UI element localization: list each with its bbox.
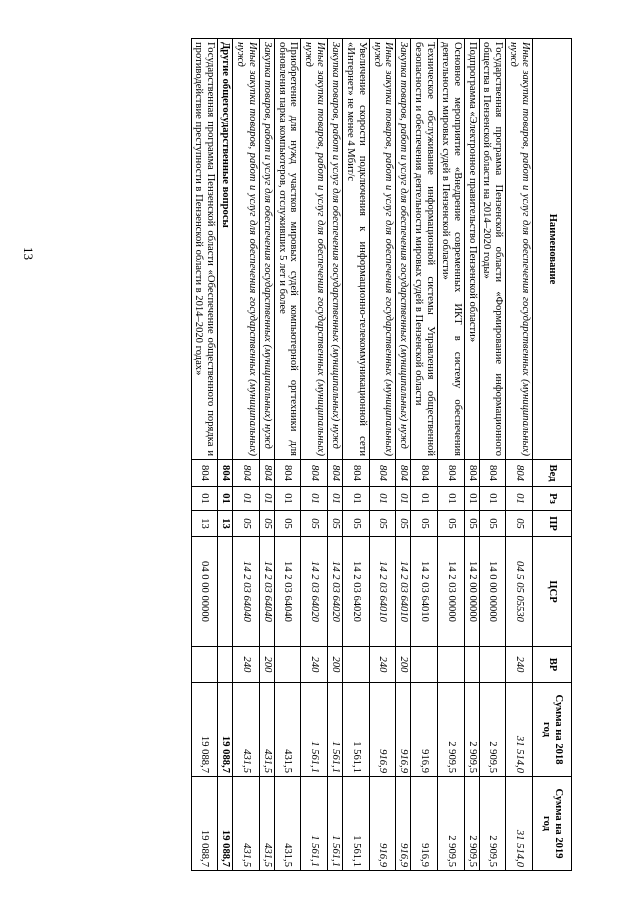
table-row — [479, 39, 506, 871]
cell-sum-2018: 1 561,1 — [342, 683, 369, 777]
cell-ved: 804 — [218, 460, 233, 487]
cell-pr: 05 — [437, 511, 464, 537]
cell-sum-2018: 2 909,5 — [464, 683, 479, 777]
cell-sum-2018: 916,9 — [369, 683, 396, 777]
cell-rz: 01 — [411, 487, 438, 511]
cell-sum-2019: 916,9 — [411, 777, 438, 871]
table-row — [328, 39, 343, 871]
cell-sum-2018: 431,5 — [274, 683, 301, 777]
col-header-ved: Вед — [533, 460, 572, 487]
cell-ved: 804 — [464, 460, 479, 487]
budget-table — [191, 38, 572, 871]
cell-ved: 804 — [342, 460, 369, 487]
table-row — [411, 39, 438, 871]
cell-name: Приобретение для нужд участков мировых судей компьютерной оргтехники для обновления парка компьютеров, отслуживших 5 лет и более — [274, 39, 301, 460]
cell-name: Подпрограмма «Электронное правительство Пензенской области» — [464, 39, 479, 460]
cell-ved: 804 — [437, 460, 464, 487]
cell-sum-2019: 19 088,7 — [191, 777, 218, 871]
cell-csr: 14 2 03 64040 — [233, 537, 260, 647]
cell-sum-2018: 2 909,5 — [479, 683, 506, 777]
cell-ved: 804 — [506, 460, 533, 487]
table-row — [342, 39, 369, 871]
header-row — [533, 39, 572, 871]
cell-csr: 14 2 03 64040 — [259, 537, 274, 647]
cell-pr: 05 — [479, 511, 506, 537]
cell-rz: 01 — [464, 487, 479, 511]
cell-sum-2019: 916,9 — [369, 777, 396, 871]
cell-pr: 05 — [274, 511, 301, 537]
cell-ved: 804 — [301, 460, 328, 487]
cell-csr: 14 2 03 00000 — [437, 537, 464, 647]
cell-name: Иные закупки товаров, работ и услуг для обеспечения государственных (муниципальных) нужд — [369, 39, 396, 460]
col-header-vr: ВР — [533, 647, 572, 683]
cell-csr: 14 2 03 64020 — [342, 537, 369, 647]
cell-sum-2019: 2 909,5 — [464, 777, 479, 871]
rotated-table-wrapper — [62, 38, 572, 870]
cell-sum-2018: 1 561,1 — [328, 683, 343, 777]
cell-sum-2019: 1 561,1 — [301, 777, 328, 871]
cell-rz: 01 — [506, 487, 533, 511]
cell-csr — [218, 537, 233, 647]
col-header-sum-2019: Сумма на 2019 год — [533, 777, 572, 871]
cell-csr: 14 0 00 00000 — [479, 537, 506, 647]
cell-pr: 05 — [259, 511, 274, 537]
cell-csr: 14 2 00 00000 — [464, 537, 479, 647]
table-row — [506, 39, 533, 871]
cell-ved: 804 — [191, 460, 218, 487]
table-row — [464, 39, 479, 871]
cell-sum-2019: 19 088,7 — [218, 777, 233, 871]
cell-csr: 14 2 03 64020 — [328, 537, 343, 647]
table-row — [396, 39, 411, 871]
cell-csr: 04 0 00 00000 — [191, 537, 218, 647]
cell-rz: 01 — [191, 487, 218, 511]
cell-pr: 05 — [328, 511, 343, 537]
table-row — [369, 39, 396, 871]
cell-vr: 240 — [369, 647, 396, 683]
col-header-name: Наименование — [533, 39, 572, 460]
cell-vr: 240 — [301, 647, 328, 683]
cell-csr: 14 2 03 64010 — [369, 537, 396, 647]
cell-vr — [437, 647, 464, 683]
cell-name: Закупка товаров, работ и услуг для обеспечения государственных (муниципальных) нужд — [328, 39, 343, 460]
cell-vr — [191, 647, 218, 683]
cell-ved: 804 — [328, 460, 343, 487]
cell-vr — [411, 647, 438, 683]
cell-name: Иные закупки товаров, работ и услуг для обеспечения государственных (муниципальных) нужд — [233, 39, 260, 460]
cell-vr — [274, 647, 301, 683]
cell-sum-2018: 19 088,7 — [191, 683, 218, 777]
cell-pr: 05 — [233, 511, 260, 537]
cell-name: Закупка товаров, работ и услуг для обеспечения государственных (муниципальных) нужд — [396, 39, 411, 460]
cell-rz: 01 — [479, 487, 506, 511]
cell-ved: 804 — [274, 460, 301, 487]
table-row — [233, 39, 260, 871]
cell-pr: 05 — [464, 511, 479, 537]
cell-pr: 05 — [396, 511, 411, 537]
cell-sum-2019: 2 909,5 — [479, 777, 506, 871]
cell-csr: 14 2 03 64020 — [301, 537, 328, 647]
cell-ved: 804 — [479, 460, 506, 487]
cell-rz: 01 — [369, 487, 396, 511]
cell-ved: 804 — [233, 460, 260, 487]
cell-name: Иные закупки товаров, работ и услуг для обеспечения государственных (муниципальных) нужд — [506, 39, 533, 460]
cell-rz: 01 — [328, 487, 343, 511]
cell-sum-2019: 1 561,1 — [342, 777, 369, 871]
cell-rz: 01 — [274, 487, 301, 511]
cell-sum-2019: 431,5 — [259, 777, 274, 871]
cell-vr — [464, 647, 479, 683]
col-header-csr: ЦСР — [533, 537, 572, 647]
cell-csr: 14 2 03 64040 — [274, 537, 301, 647]
cell-vr — [342, 647, 369, 683]
cell-pr: 05 — [301, 511, 328, 537]
cell-sum-2018: 916,9 — [396, 683, 411, 777]
cell-rz: 01 — [233, 487, 260, 511]
cell-vr: 200 — [328, 647, 343, 683]
cell-sum-2018: 2 909,5 — [437, 683, 464, 777]
cell-rz: 01 — [218, 487, 233, 511]
cell-vr: 200 — [396, 647, 411, 683]
cell-rz: 01 — [396, 487, 411, 511]
cell-sum-2019: 2 909,5 — [437, 777, 464, 871]
cell-name: Государственная программа Пензенской области «Формирование информационного общества в Пензенской области на 2014–2020 годы» — [479, 39, 506, 460]
cell-sum-2018: 31 514,0 — [506, 683, 533, 777]
cell-vr: 200 — [259, 647, 274, 683]
cell-ved: 804 — [259, 460, 274, 487]
cell-pr: 05 — [369, 511, 396, 537]
cell-sum-2018: 1 561,1 — [301, 683, 328, 777]
col-header-sum-2018: Сумма на 2018 год — [533, 683, 572, 777]
cell-name: Закупка товаров, работ и услуг для обеспечения государственных (муниципальных) нужд — [259, 39, 274, 460]
table-row — [437, 39, 464, 871]
cell-name: Основное мероприятие «Внедрение современных ИКТ в систему обеспечения деятельности мировых судей в Пензенской области» — [437, 39, 464, 460]
cell-name: Другие общегосударственные вопросы — [218, 39, 233, 460]
cell-pr: 05 — [506, 511, 533, 537]
cell-name: Государственная программа Пензенской области «Обеспечение общественного порядка и противодействие преступности в Пензенской области в 2014–2020 годах» — [191, 39, 218, 460]
cell-pr: 13 — [191, 511, 218, 537]
cell-csr: 14 2 03 64010 — [396, 537, 411, 647]
page-number: 13 — [21, 247, 36, 260]
cell-sum-2019: 31 514,0 — [506, 777, 533, 871]
cell-name: Техническое обслуживание информационной системы Управления общественной безопасности и обеспечения деятельности мировых судей в Пензенской области — [411, 39, 438, 460]
cell-ved: 804 — [369, 460, 396, 487]
cell-pr: 13 — [218, 511, 233, 537]
table-row — [218, 39, 233, 871]
cell-rz: 01 — [437, 487, 464, 511]
cell-vr — [479, 647, 506, 683]
table-row — [191, 39, 218, 871]
cell-sum-2018: 431,5 — [259, 683, 274, 777]
cell-ved: 804 — [396, 460, 411, 487]
table-row — [274, 39, 301, 871]
cell-csr: 14 2 03 64010 — [411, 537, 438, 647]
cell-pr: 05 — [411, 511, 438, 537]
cell-ved: 804 — [411, 460, 438, 487]
cell-sum-2019: 916,9 — [396, 777, 411, 871]
cell-sum-2019: 431,5 — [233, 777, 260, 871]
table-body — [191, 39, 532, 871]
cell-vr: 240 — [506, 647, 533, 683]
cell-sum-2019: 1 561,1 — [328, 777, 343, 871]
col-header-pr: ПР — [533, 511, 572, 537]
table-row — [301, 39, 328, 871]
cell-name: Увеличение скорости подключения к информационно-телекоммуникационной сети «Интернет» не менее 4 Мбит/с — [342, 39, 369, 460]
cell-vr — [218, 647, 233, 683]
cell-pr: 05 — [342, 511, 369, 537]
cell-sum-2018: 916,9 — [411, 683, 438, 777]
cell-sum-2018: 431,5 — [233, 683, 260, 777]
cell-sum-2019: 431,5 — [274, 777, 301, 871]
cell-rz: 01 — [301, 487, 328, 511]
cell-rz: 01 — [259, 487, 274, 511]
cell-vr: 240 — [233, 647, 260, 683]
cell-name: Иные закупки товаров, работ и услуг для обеспечения государственных (муниципальных) нужд — [301, 39, 328, 460]
col-header-rz: Рз — [533, 487, 572, 511]
cell-rz: 01 — [342, 487, 369, 511]
table-row — [259, 39, 274, 871]
cell-csr: 04 5 05 05530 — [506, 537, 533, 647]
cell-sum-2018: 19 088,7 — [218, 683, 233, 777]
